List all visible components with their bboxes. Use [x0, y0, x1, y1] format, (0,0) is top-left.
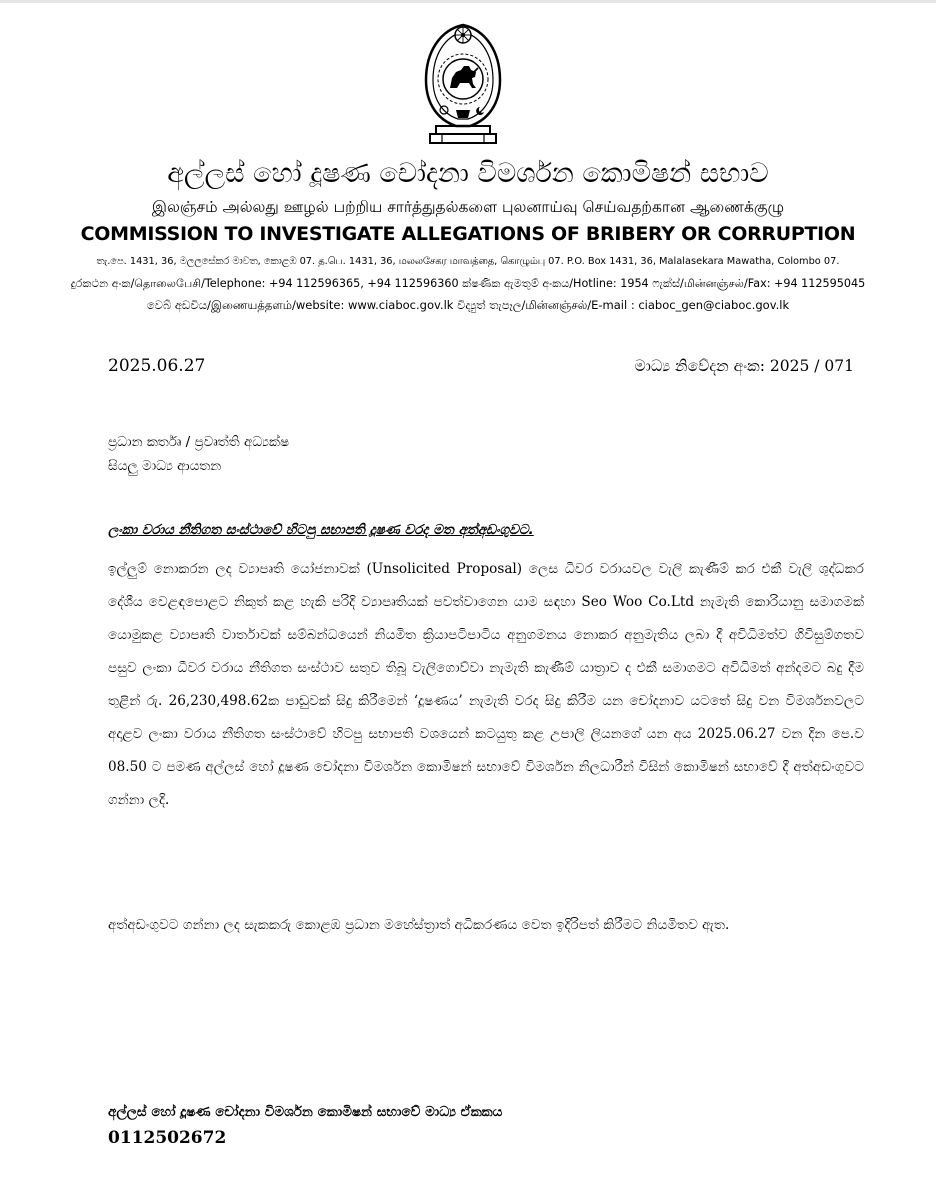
- recipient-line: සියලු මාධ්‍ය ආයතන: [108, 458, 222, 474]
- top-border: [0, 0, 936, 3]
- release-number: මාධ්‍ය නිවේදන අංක: 2025 / 071: [634, 357, 854, 375]
- title-english: COMMISSION TO INVESTIGATE ALLEGATIONS OF BRIBERY OR CORRUPTION: [80, 223, 856, 245]
- phone-line: දුරකථන අංක/தொலைபேசி/Telephone: +94 112596365, +94 112596360 ක්ෂණික ඇමතුම් අංකය/Hotline: 1954 ෆැක්ස්/மின்னஞ்சல்/Fax: +94 112595045: [70, 277, 866, 290]
- address-line: තැ.පෙ. 1431, 36, මලලසේකර මාවත, කොළඹ 07. த.பெ. 1431, 36, மலலசேகர மாவத்தை, கொழும்பு 07. P.O. Box 1431, 36, Malalasekara Mawatha, Colombo 07.: [96, 256, 840, 267]
- web-line: වෙබ් අඩවිය/இணையத்தளம்/website: www.ciaboc.gov.lk විද්‍යුත් තැපෑල/மின்னஞ்சல்/E-mail : ciaboc_gen@ciaboc.gov.lk: [146, 298, 790, 312]
- recipients-block: [108, 430, 289, 478]
- sri-lanka-state-emblem-icon: [420, 22, 506, 146]
- signature-phone: 0112502672: [108, 1128, 227, 1148]
- body-paragraph-2: අත්අඩංගුවට ගන්නා ලද සැකකරු කොළඹ ප්‍රධාන මහේස්ත්‍රාත් අධිකරණය වෙත ඉදිරිපත් කිරීමට නියමිතව ඇත.: [108, 917, 730, 933]
- release-date: 2025.06.27: [108, 356, 206, 376]
- signature-unit: අල්ලස් හෝ දූෂණ චෝදනා විමර්ශන කොමිෂන් සභාවේ මාධ්‍ය ඒකකය: [108, 1104, 503, 1120]
- body-paragraph-1: ඉල්ලුම් නොකරන ලද ව්‍යාපෘති යෝජනාවක් (Unsolicited Proposal) ලෙස ධීවර වරායවල වැලි කැණීම් කර එකී වැලි ශුද්ධකර දේශීය වෙළඳපොළට නිකුත් කළ හැකි පරිදි ව්‍යාපෘතියක් පවත්වාගෙන යාම සඳහා Seo Woo Co.Ltd නැමැති කොරියානු සමාගමක් යොමුකළ ව්‍යාපෘති වාර්තාවක් සම්බන්ධයෙන් නියමිත ක්‍රියාපටිපාටිය අනුගමනය නොකර අනුමැතිය ලබා දී අවිධිමත්ව ගිවිසුම්ගතව පසුව ලංකා ධීවර වරාය නීතිගත සංස්ථාව සතුව තිබූ වැලිගොව්වා නැමැති කැණීම් යාත්‍රාව ද එකී සමාගමට අවිධිමත් අන්දමට බදු දීම තුළින් රු. 26,230,498.62ක පාඩුවක් සිදු කිරීමෙන් ‘දූෂණය’ නැමැති වරද සිදු කිරීම යන චෝදනාව යටතේ සිදු වන විමර්ශනවලට අදාළව ලංකා වරාය නීතිගත සංස්ථාවේ හිටපු සභාපති වශයෙන් කටයුතු කළ උපාලි ලියනගේ යන අය 2025.06.27 වන දින පෙ.ව 08.50 ට පමණ අල්ලස් හෝ දූෂණ චෝදනා විමර්ශන කොමිෂන් සභාවේ විමර්ශන නිලධාරීන් විසින් කොමිෂන් සභාවේ දී අත්අඩංගුවට ගන්නා ලදි.: [108, 561, 864, 808]
- title-tamil: இலஞ்சம் அல்லது ஊழல் பற்றிய சார்த்துதல்களை புலனாய்வு செய்வதற்கான ஆணைக்குழு: [151, 198, 785, 216]
- recipient-line: ප්‍රධාන කර්තෘ / ප්‍රවෘත්ති අධ්‍යක්ෂ: [108, 434, 290, 450]
- title-sinhala: අල්ලස් හෝ දූෂණ චෝදනා විමර්ශන කොමිෂන් සභාව: [167, 158, 769, 189]
- headline: ලංකා වරාය නීතිගත සංස්ථාවේ හිටපු සභාපති දූෂණ වරද මත අත්අඩංගුවට.: [108, 522, 534, 538]
